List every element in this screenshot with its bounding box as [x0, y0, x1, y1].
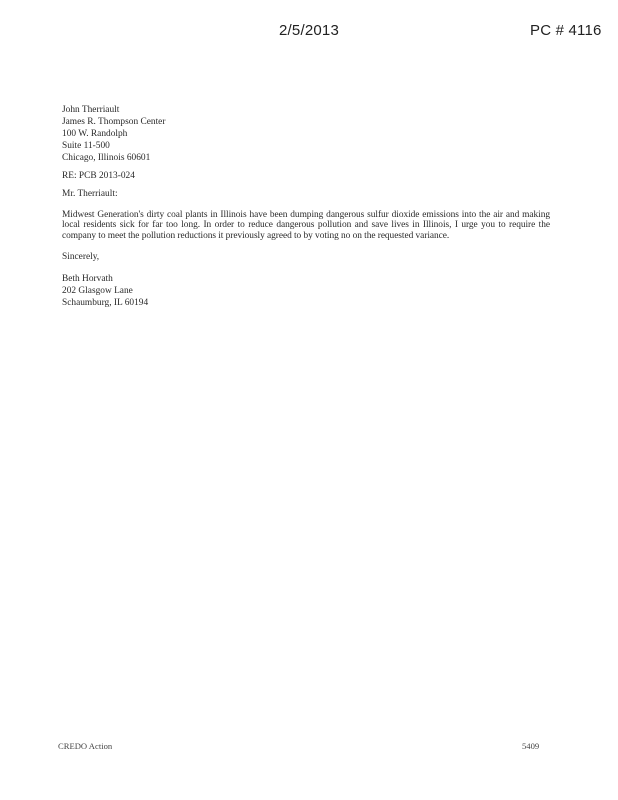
recipient-line: Suite 11-500	[62, 141, 110, 151]
salutation: Mr. Therriault:	[62, 189, 118, 199]
letter-body	[62, 104, 550, 309]
recipient-line: John Therriault	[62, 105, 120, 115]
recipient-line: Chicago, Illinois 60601	[62, 153, 151, 163]
sender-line: Schaumburg, IL 60194	[62, 298, 149, 309]
pc-number-stamp: PC # 4116	[530, 22, 602, 39]
recipient-line: James R. Thompson Center	[62, 117, 166, 127]
closing: Sincerely,	[62, 252, 100, 263]
sender-address	[62, 273, 550, 309]
letter-paragraph: Midwest Generation's dirty coal plants in Illinois have been dumping dangerous sulfur dioxide emissions into the air and making local residents sick for far too long. In order to reduce dangerous pollution and save lives in Illinois, I urge you to require the company to meet the pollution reductions it previously agreed to by voting no on the requested variance.	[62, 210, 550, 241]
recipient-address	[62, 104, 550, 164]
sender-line: Beth Horvath	[62, 274, 113, 285]
recipient-line: 100 W. Randolph	[62, 129, 128, 139]
sender-line: 202 Glasgow Lane	[62, 286, 133, 297]
filing-date-stamp: 2/5/2013	[279, 22, 339, 39]
re-line: RE: PCB 2013-024	[62, 171, 135, 181]
footer-page-number: 5409	[522, 741, 540, 751]
footer-organization: CREDO Action	[58, 741, 113, 751]
